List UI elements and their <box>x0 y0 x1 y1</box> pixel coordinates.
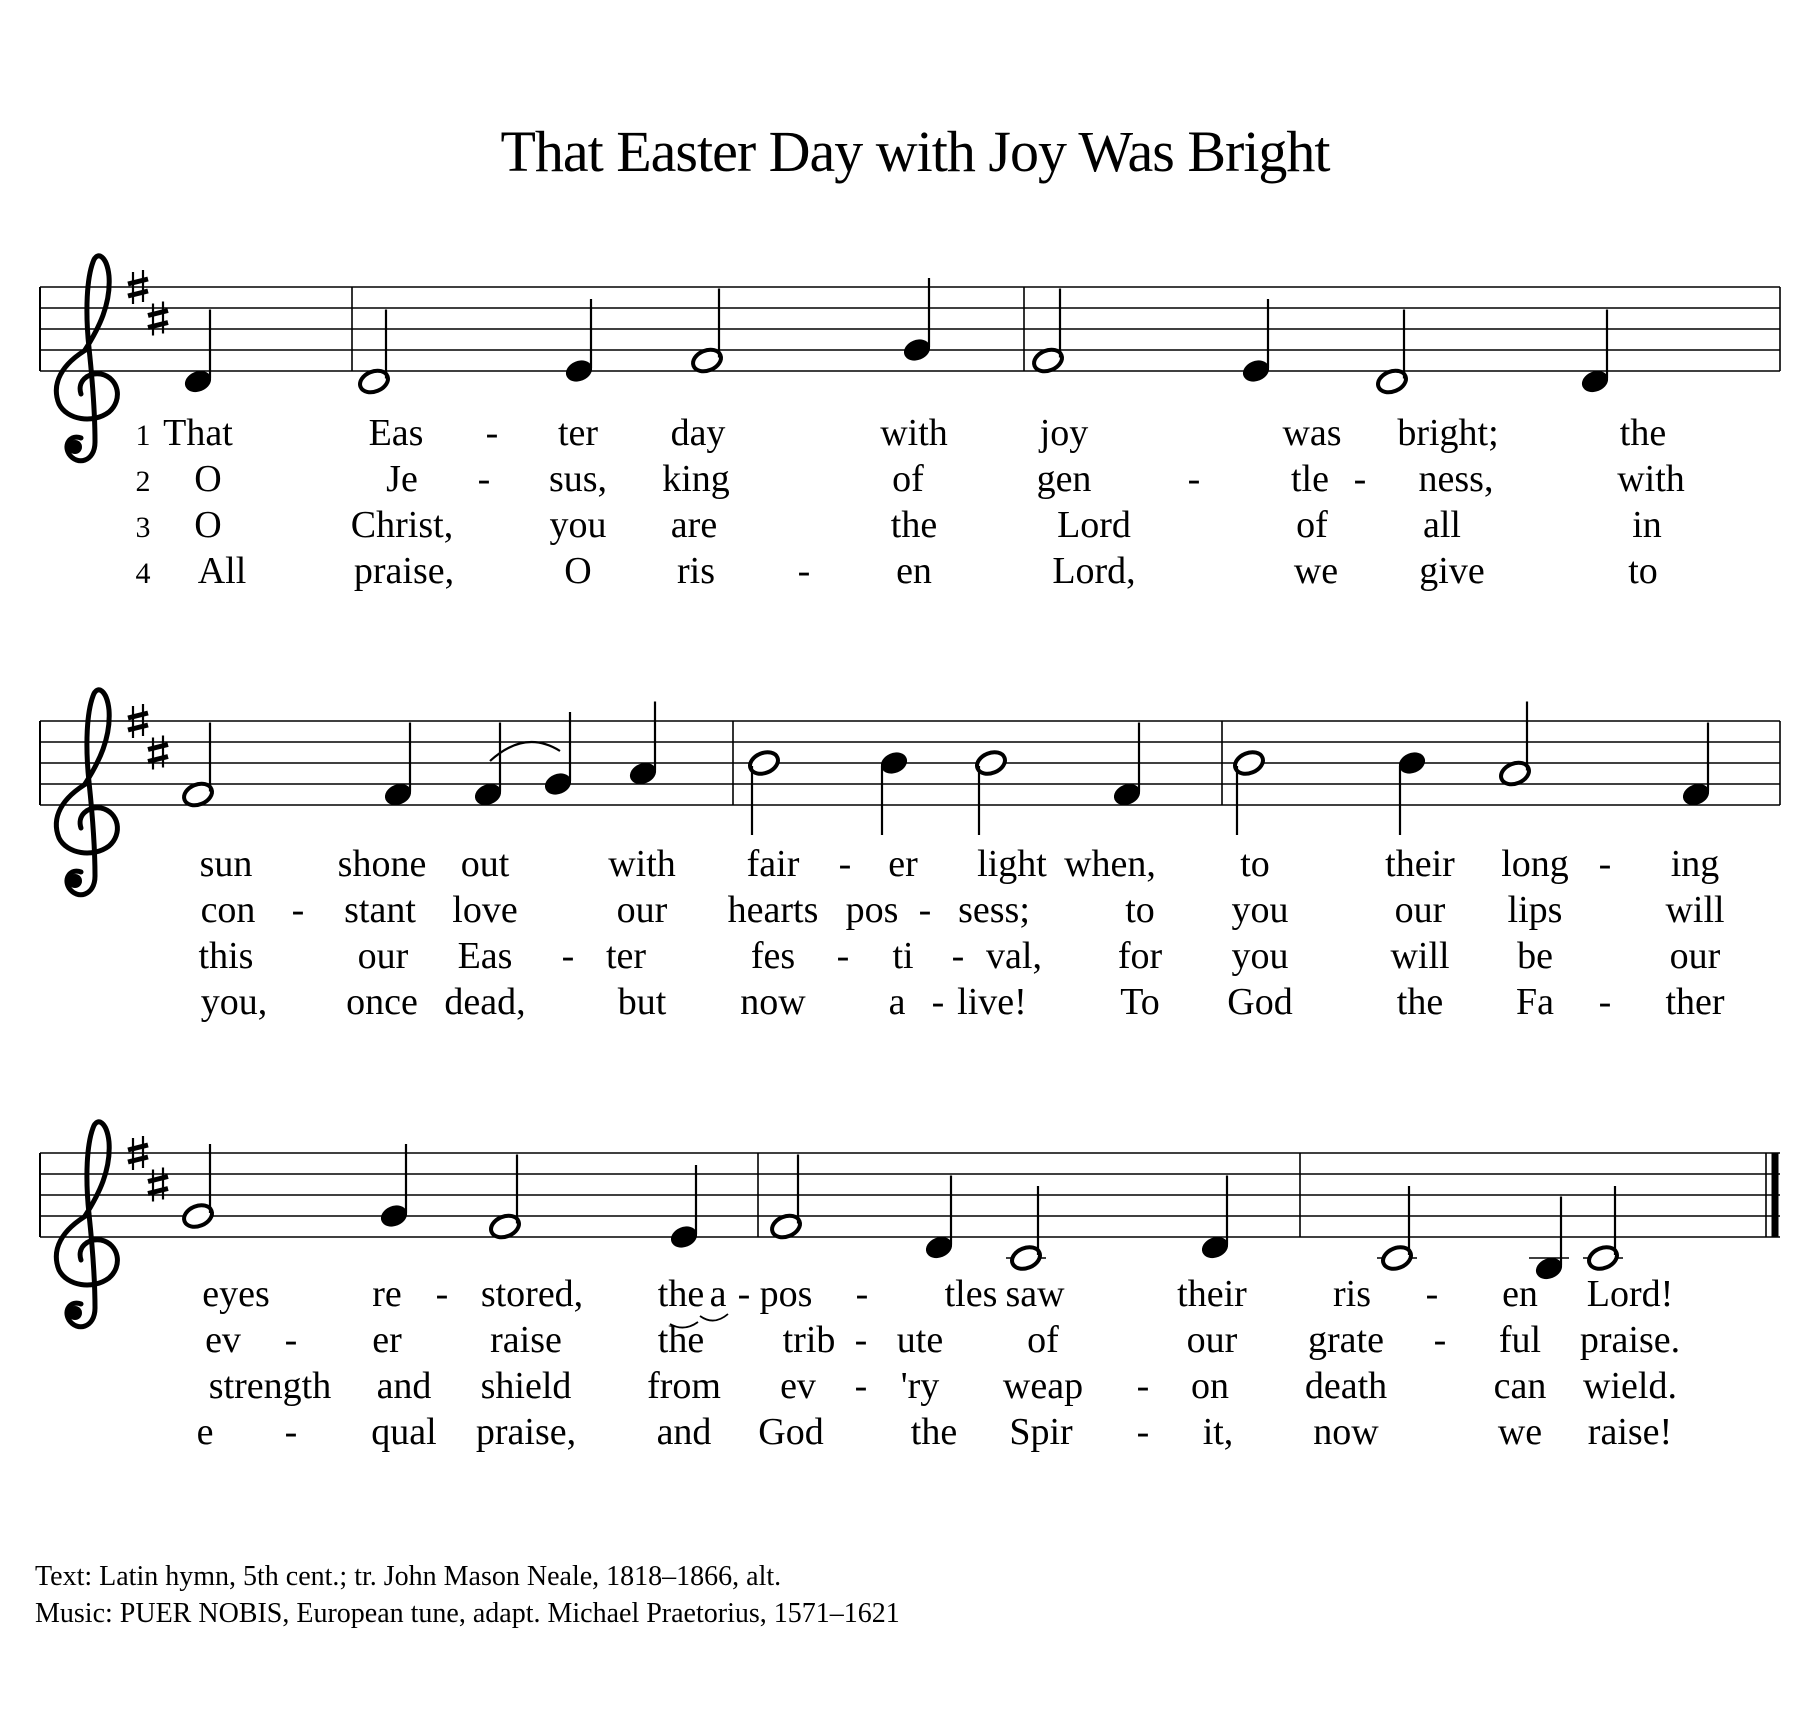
lyric-syllable: val, <box>986 935 1042 977</box>
lyric-syllable: you, <box>200 981 268 1023</box>
lyric-syllable: live! <box>957 981 1027 1023</box>
lyric-hyphen: - <box>1598 981 1612 1023</box>
lyric-syllable: their <box>1385 843 1455 885</box>
sharp-icon <box>148 736 168 770</box>
lyric-syllable: with <box>880 412 948 454</box>
lyric-syllable: our <box>1186 1319 1238 1361</box>
lyric-syllable: will <box>1390 935 1450 977</box>
lyric-syllable: to <box>1628 550 1658 592</box>
lyric-syllable: of <box>1296 504 1328 546</box>
lyric-syllable: the <box>1619 412 1667 454</box>
lyric-syllable: pos <box>759 1273 813 1315</box>
verse-number: 2 <box>135 465 151 498</box>
lyric-hyphen: - <box>291 889 305 931</box>
lyric-syllable: God <box>758 1411 824 1453</box>
lyric-syllable: we <box>1293 550 1339 592</box>
lyric-syllable: pos <box>845 889 899 931</box>
lyric-syllable: in <box>1632 504 1662 546</box>
lyric-syllable: this <box>198 935 254 977</box>
sharp-icon <box>148 302 168 336</box>
lyric-syllable: of <box>892 458 924 500</box>
lyric-syllable: Spir <box>1009 1411 1073 1453</box>
lyric-syllable: er <box>372 1319 402 1361</box>
lyric-syllable: was <box>1282 412 1342 454</box>
lyric-syllable: ing <box>1670 843 1720 885</box>
lyric-hyphen: - <box>1598 843 1612 885</box>
lyric-syllable: king <box>662 458 730 500</box>
lyric-syllable: Lord! <box>1586 1273 1674 1315</box>
lyric-hyphen: - <box>1136 1365 1150 1407</box>
lyric-syllable: gen <box>1036 458 1092 500</box>
lyric-syllable: ris <box>677 550 715 592</box>
lyric-syllable: when, <box>1064 843 1156 885</box>
lyric-syllable: trib <box>782 1319 836 1361</box>
lyric-syllable: ris <box>1333 1273 1371 1315</box>
lyric-syllable: praise. <box>1579 1319 1681 1361</box>
lyric-syllable: long <box>1501 843 1569 885</box>
lyric-syllable: eyes <box>202 1273 270 1315</box>
lyric-syllable: e <box>196 1411 214 1453</box>
lyric-syllable: All <box>197 550 247 592</box>
music-credit: Music: PUER NOBIS, European tune, adapt. Michael Praetorius, 1571–1621 <box>35 1598 900 1629</box>
lyric-syllable: hearts <box>727 889 819 931</box>
lyric-syllable: but <box>617 981 667 1023</box>
lyric-syllable: ute <box>896 1319 944 1361</box>
lyric-syllable: the <box>657 1319 705 1361</box>
lyric-syllable: light <box>977 843 1047 885</box>
lyric-syllable: now <box>1313 1411 1379 1453</box>
lyric-syllable: 'ry <box>900 1365 940 1407</box>
lyric-syllable: the <box>910 1411 958 1453</box>
lyric-syllable: sess; <box>958 889 1030 931</box>
lyric-syllable: shield <box>480 1365 572 1407</box>
lyric-syllable: and <box>376 1365 432 1407</box>
lyric-hyphen: - <box>561 935 575 977</box>
lyric-syllable: can <box>1493 1365 1547 1407</box>
lyric-syllable: en <box>896 550 932 592</box>
lyric-syllable: day <box>670 412 726 454</box>
lyric-syllable: Lord, <box>1052 550 1136 592</box>
lyric-syllable: Christ, <box>350 504 454 546</box>
lyric-syllable: their <box>1177 1273 1247 1315</box>
sharp-icon <box>148 1168 168 1202</box>
lyric-syllable: with <box>608 843 676 885</box>
lyric-syllable: ter <box>605 935 647 977</box>
lyric-syllable: tle <box>1291 458 1329 500</box>
lyric-syllable: our <box>1669 935 1721 977</box>
lyric-syllable: our <box>357 935 409 977</box>
lyric-syllable: ter <box>557 412 599 454</box>
lyric-syllable: qual <box>371 1411 437 1453</box>
lyric-hyphen: - <box>435 1273 449 1315</box>
lyric-hyphen: - <box>797 550 811 592</box>
lyric-syllable: Fa <box>1516 981 1554 1023</box>
lyric-hyphen: - <box>836 935 850 977</box>
lyric-hyphen: - <box>951 935 965 977</box>
lyric-hyphen: - <box>1187 458 1201 500</box>
lyric-syllable: strength <box>208 1365 332 1407</box>
lyric-syllable: the <box>1396 981 1444 1023</box>
lyric-syllable: be <box>1517 935 1553 977</box>
lyric-syllable: ther <box>1665 981 1725 1023</box>
lyric-syllable: our <box>1394 889 1446 931</box>
lyric-syllable: sus, <box>548 458 608 500</box>
lyric-syllable: weap <box>1002 1365 1084 1407</box>
verse-number: 3 <box>135 511 151 544</box>
lyric-hyphen: - <box>838 843 852 885</box>
lyric-hyphen: - <box>284 1319 298 1361</box>
lyric-syllable: love <box>452 889 518 931</box>
lyric-syllable: the <box>890 504 938 546</box>
lyric-hyphen: - <box>855 1273 869 1315</box>
lyric-hyphen: - <box>737 1273 751 1315</box>
lyric-syllable: dead, <box>444 981 526 1023</box>
lyric-hyphen: - <box>918 889 932 931</box>
text-credit: Text: Latin hymn, 5th cent.; tr. John Mason Neale, 1818–1866, alt. <box>35 1561 782 1592</box>
lyric-syllable: all <box>1423 504 1461 546</box>
lyric-hyphen: - <box>1425 1273 1439 1315</box>
lyric-syllable: Je <box>386 458 418 500</box>
lyric-syllable: of <box>1027 1319 1059 1361</box>
lyric-syllable: tles <box>944 1273 998 1315</box>
lyric-syllable: give <box>1419 550 1485 592</box>
lyric-syllable: stant <box>344 889 416 931</box>
lyric-syllable: ful <box>1498 1319 1542 1361</box>
verse-number: 4 <box>135 557 151 590</box>
lyric-syllable: That <box>163 412 233 454</box>
lyric-hyphen: - <box>1433 1319 1447 1361</box>
lyric-syllable: you <box>1231 889 1289 931</box>
lyric-syllable: Lord <box>1057 504 1131 546</box>
lyric-syllable: the <box>657 1273 705 1315</box>
lyric-syllable: ev <box>205 1319 241 1361</box>
lyric-syllable: raise <box>490 1319 562 1361</box>
lyric-syllable: To <box>1120 981 1160 1023</box>
lyric-syllable: out <box>460 843 510 885</box>
lyric-hyphen: - <box>1136 1411 1150 1453</box>
lyric-syllable: grate <box>1308 1319 1384 1361</box>
lyric-syllable: ti <box>892 935 914 977</box>
lyric-syllable: er <box>888 843 918 885</box>
lyric-syllable: you <box>1231 935 1289 977</box>
lyric-hyphen: - <box>284 1411 298 1453</box>
lyric-syllable: you <box>549 504 607 546</box>
lyric-hyphen: - <box>854 1319 868 1361</box>
lyric-syllable: it, <box>1202 1411 1234 1453</box>
lyric-syllable: now <box>740 981 806 1023</box>
lyric-syllable: to <box>1125 889 1155 931</box>
lyric-hyphen: - <box>1353 458 1367 500</box>
lyric-syllable: Eas <box>368 412 424 454</box>
lyric-syllable: with <box>1617 458 1685 500</box>
lyric-syllable: joy <box>1039 412 1089 454</box>
lyric-syllable: con <box>200 889 256 931</box>
lyric-syllable: saw <box>1005 1273 1065 1315</box>
lyric-syllable: shone <box>337 843 427 885</box>
verse-number: 1 <box>135 419 151 452</box>
lyric-syllable: we <box>1497 1411 1543 1453</box>
lyric-hyphen: - <box>854 1365 868 1407</box>
lyric-syllable: for <box>1117 935 1163 977</box>
lyric-hyphen: - <box>931 981 945 1023</box>
lyric-hyphen: - <box>485 412 499 454</box>
lyric-syllable: raise! <box>1587 1411 1673 1453</box>
lyric-syllable: lips <box>1507 889 1563 931</box>
lyric-syllable: O <box>194 504 222 546</box>
lyric-syllable: O <box>564 550 592 592</box>
lyric-syllable: ness, <box>1418 458 1494 500</box>
lyric-syllable: re <box>372 1273 402 1315</box>
lyric-syllable: fes <box>750 935 796 977</box>
lyric-syllable: Eas <box>457 935 513 977</box>
lyric-syllable: sun <box>199 843 253 885</box>
lyric-syllable: O <box>194 458 222 500</box>
lyric-syllable: death <box>1304 1365 1388 1407</box>
lyric-syllable: wield. <box>1583 1365 1677 1407</box>
lyric-syllable: praise, <box>353 550 455 592</box>
lyric-syllable: a <box>709 1273 727 1315</box>
lyric-syllable: on <box>1191 1365 1229 1407</box>
lyric-syllable: ev <box>780 1365 816 1407</box>
lyric-syllable: and <box>656 1411 712 1453</box>
lyric-hyphen: - <box>477 458 491 500</box>
hymn-title: That Easter Day with Joy Was Bright <box>500 119 1330 184</box>
lyric-syllable: from <box>647 1365 721 1407</box>
lyric-syllable: praise, <box>475 1411 577 1453</box>
lyric-syllable: en <box>1502 1273 1538 1315</box>
lyric-syllable: our <box>616 889 668 931</box>
lyric-syllable: are <box>670 504 718 546</box>
lyric-syllable: bright; <box>1397 412 1499 454</box>
lyric-syllable: God <box>1227 981 1293 1023</box>
lyric-syllable: will <box>1665 889 1725 931</box>
lyric-syllable: to <box>1240 843 1270 885</box>
lyric-syllable: a <box>888 981 906 1023</box>
lyric-syllable: stored, <box>480 1273 584 1315</box>
lyric-syllable: once <box>346 981 418 1023</box>
lyric-syllable: fair <box>746 843 800 885</box>
